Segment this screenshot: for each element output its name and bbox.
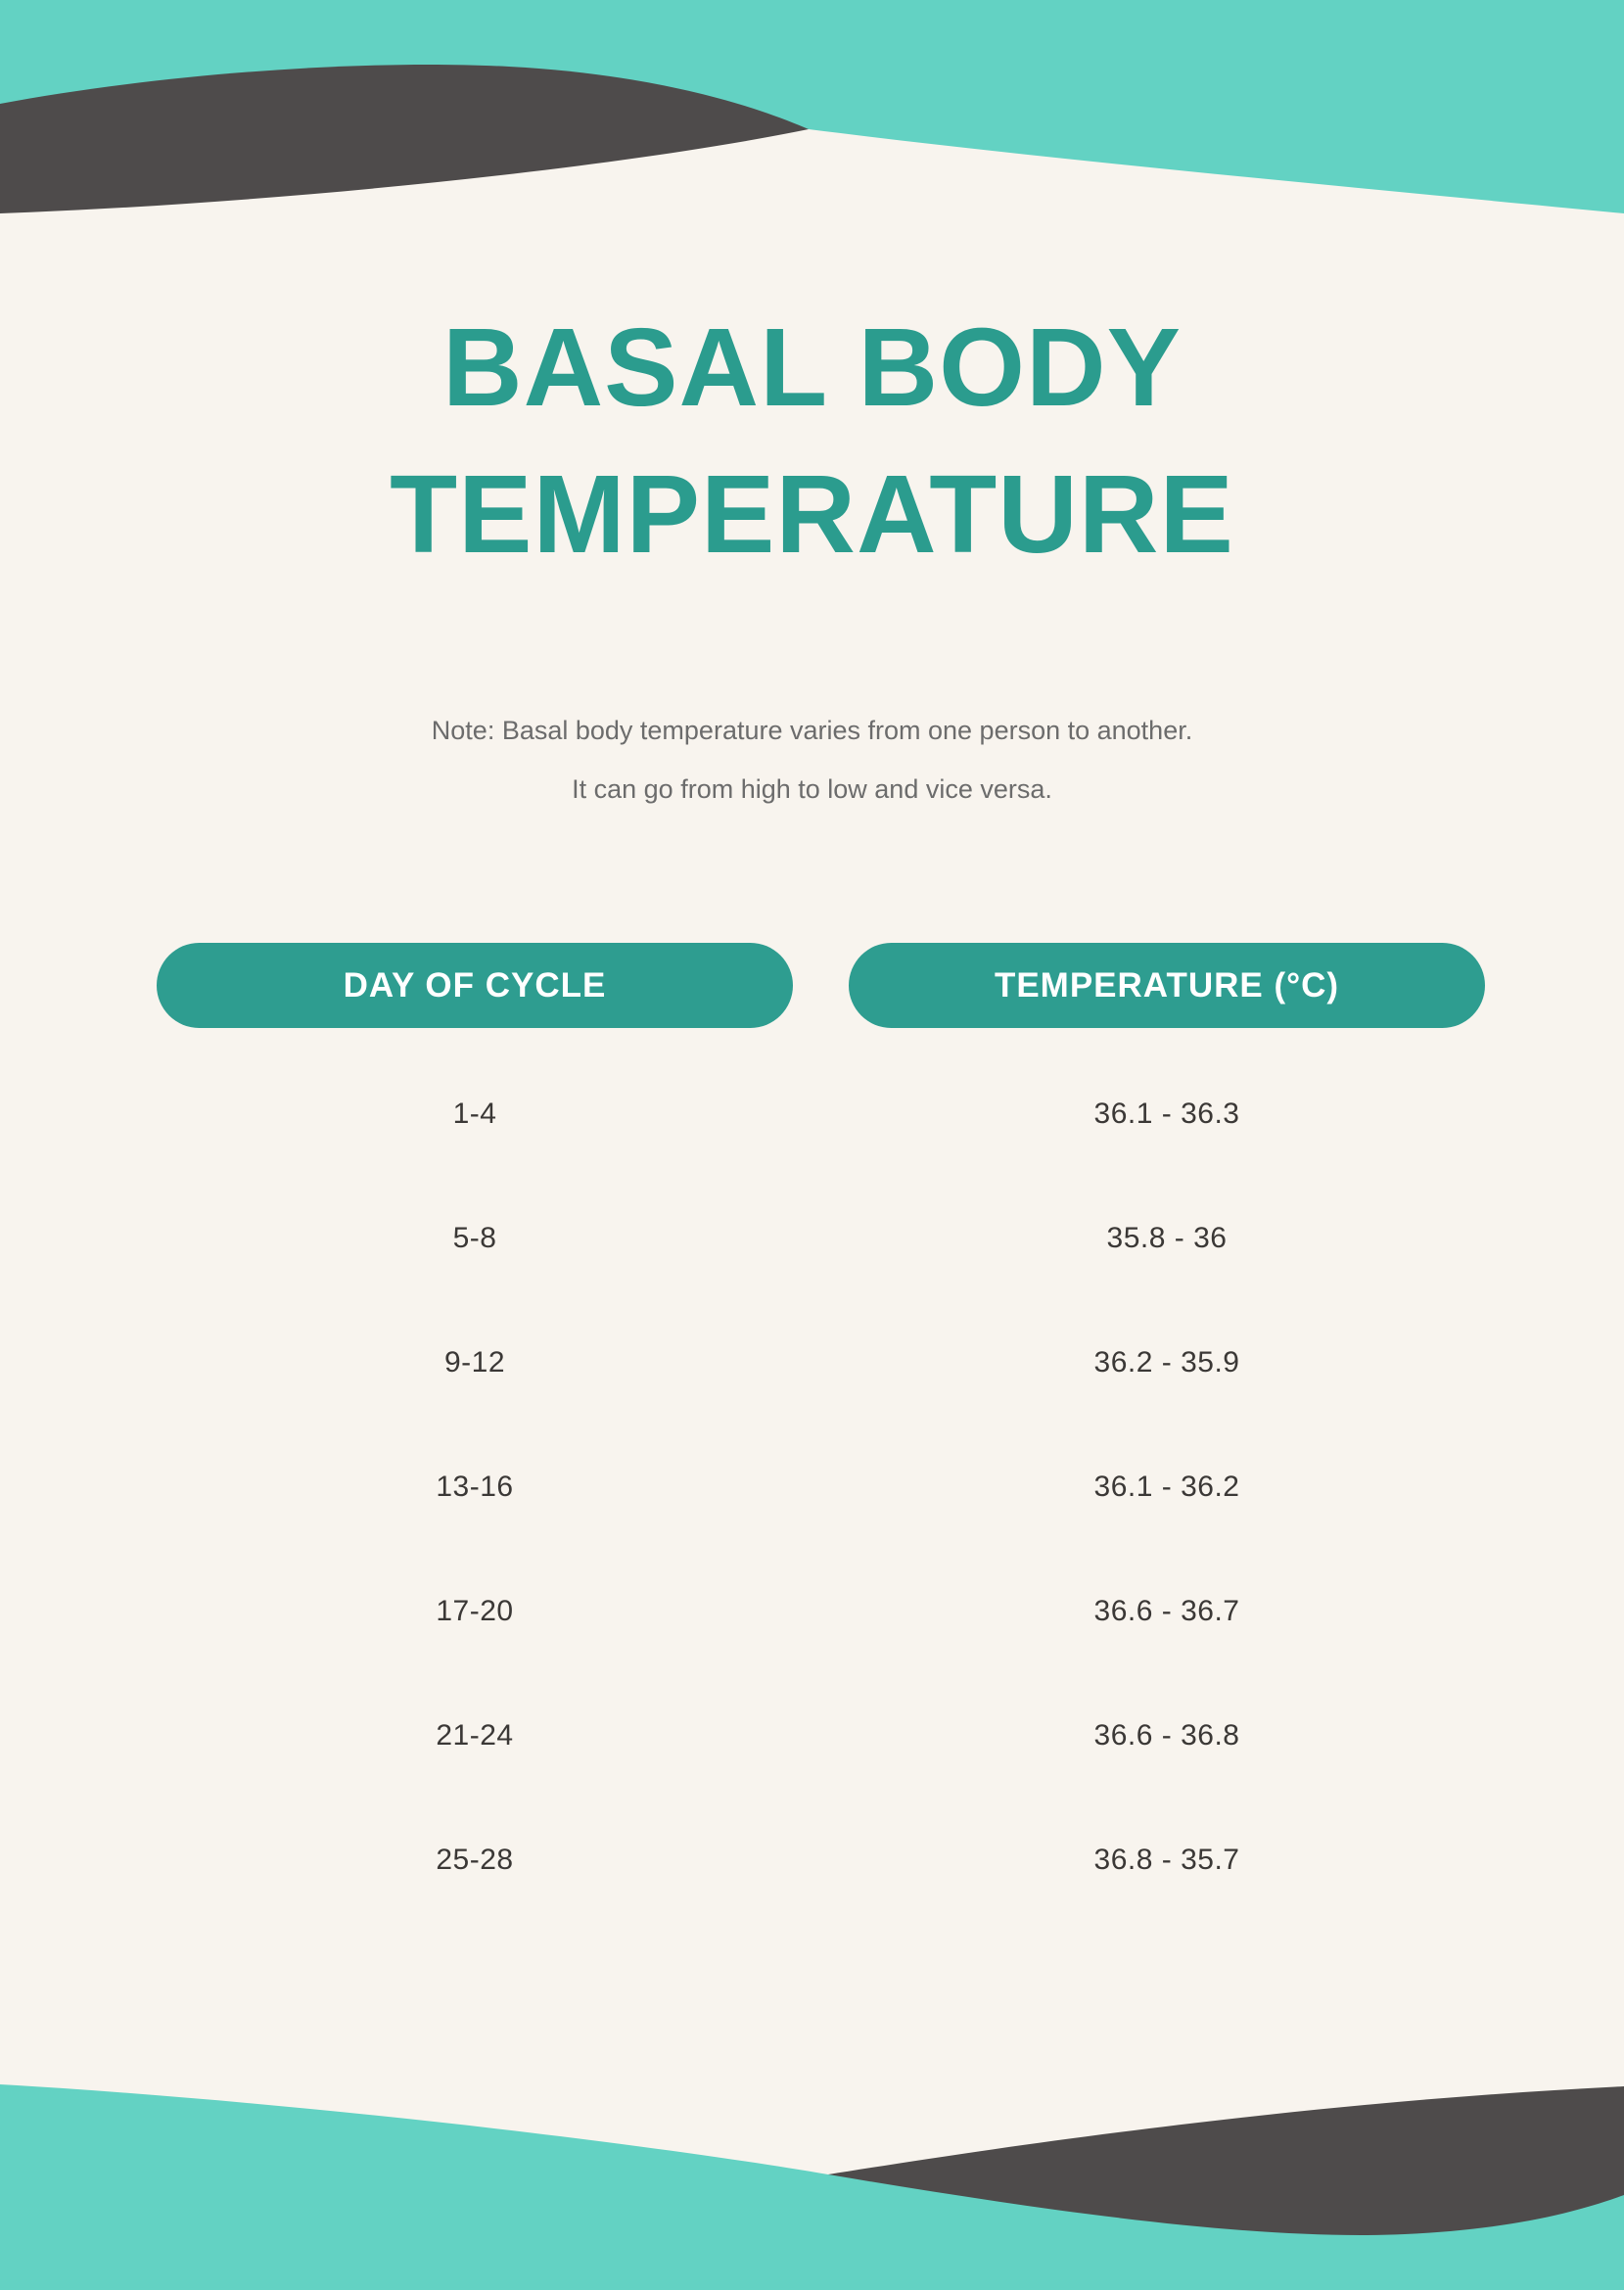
day-cell: 21-24: [436, 1718, 514, 1752]
note-text: [0, 701, 1624, 818]
temperature-cell: 36.6 - 36.7: [1093, 1594, 1240, 1627]
temperature-cell: 36.1 - 36.2: [1093, 1470, 1240, 1503]
page-title-line2: TEMPERATURE: [390, 452, 1234, 576]
bottom-wave-decoration: [0, 1898, 1624, 2290]
temperature-cell: 36.6 - 36.8: [1093, 1718, 1240, 1752]
day-cell: 25-28: [436, 1843, 514, 1876]
page-title-line1: BASAL BODY: [441, 305, 1183, 429]
page-title: [0, 294, 1624, 587]
day-cell: 1-4: [452, 1097, 497, 1130]
column-header-day-of-cycle: DAY OF CYCLE: [157, 943, 793, 1028]
day-cell: 5-8: [452, 1221, 497, 1254]
note-line2: It can go from high to low and vice versa.: [572, 774, 1052, 804]
temperature-cell: 36.8 - 35.7: [1093, 1843, 1240, 1876]
day-cell: 13-16: [436, 1470, 514, 1503]
note-line1: Note: Basal body temperature varies from one person to another.: [431, 716, 1193, 745]
day-cell: 17-20: [436, 1594, 514, 1627]
table-rows: [157, 1052, 1485, 1922]
day-cell: 9-12: [443, 1345, 506, 1379]
top-wave-decoration: [0, 0, 1624, 313]
temperature-table: [157, 943, 1485, 1922]
column-header-temperature: TEMPERATURE (°C): [849, 943, 1485, 1028]
temperature-cell: 36.1 - 36.3: [1093, 1097, 1240, 1130]
temperature-cell: 36.2 - 35.9: [1093, 1345, 1240, 1379]
temperature-cell: 35.8 - 36: [1106, 1221, 1228, 1254]
